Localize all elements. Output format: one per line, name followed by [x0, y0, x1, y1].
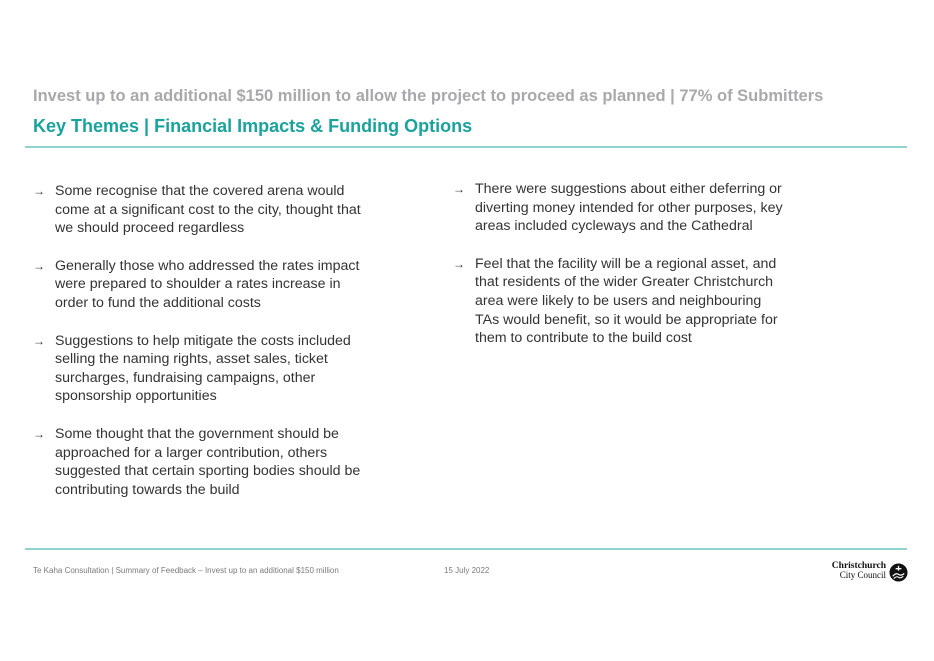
footer-date: 15 July 2022 [444, 566, 490, 575]
arrow-right-icon: → [33, 333, 45, 348]
footer-document-label: Te Kaha Consultation | Summary of Feedback – Invest up to an additional $150 million [33, 566, 339, 575]
bullet-item [453, 180, 783, 236]
bullet-item [453, 255, 783, 348]
bullet-text: Feel that the facility will be a regional asset, and that residents of the wider Greater Christchurch area were likely to be users and neighbouring TAs would benefit, so it would be appropriate for them to contribute to the build cost [475, 255, 778, 347]
logo-line-1: Christchurch [831, 561, 886, 571]
bullet-item [33, 182, 363, 238]
page-title: Key Themes | Financial Impacts & Funding Options [33, 116, 473, 136]
bullet-item [33, 425, 363, 499]
arrow-right-icon: → [453, 182, 465, 196]
arrow-right-icon: → [33, 426, 45, 441]
right-column [453, 180, 783, 367]
bullet-item [33, 332, 363, 406]
logo-line-2: City Council [839, 570, 886, 580]
bullet-text: Generally those who addressed the rates impact were prepared to shoulder a rates increase in order to fund the additional costs [55, 257, 360, 311]
footer-divider [25, 548, 907, 550]
arrow-right-icon: → [33, 258, 45, 273]
page-subtitle: Invest up to an additional $150 million to allow the project to proceed as planned | 77% of Submitters [33, 87, 824, 105]
left-column [33, 182, 363, 518]
council-logo [828, 562, 908, 584]
arrow-right-icon: → [33, 184, 45, 198]
bullet-text: Some thought that the government should be approached for a larger contribution, others suggested that certain sporting bodies should be contributing towards the build [55, 425, 361, 498]
logo-wordmark [832, 562, 886, 580]
council-emblem-icon [889, 563, 908, 582]
bullet-text: Some recognise that the covered arena would come at a significant cost to the city, thought that we should proceed regardless [55, 183, 361, 237]
bullet-item [33, 257, 363, 313]
header-divider [25, 146, 907, 148]
bullet-text: There were suggestions about either deferring or diverting money intended for other purposes, key areas included cycleways and the Cathedral [475, 181, 783, 235]
arrow-right-icon: → [453, 256, 465, 271]
bullet-text: Suggestions to help mitigate the costs included selling the naming rights, asset sales, ticket surcharges, fundraising campaigns, other sponsorship opportunities [55, 332, 351, 405]
